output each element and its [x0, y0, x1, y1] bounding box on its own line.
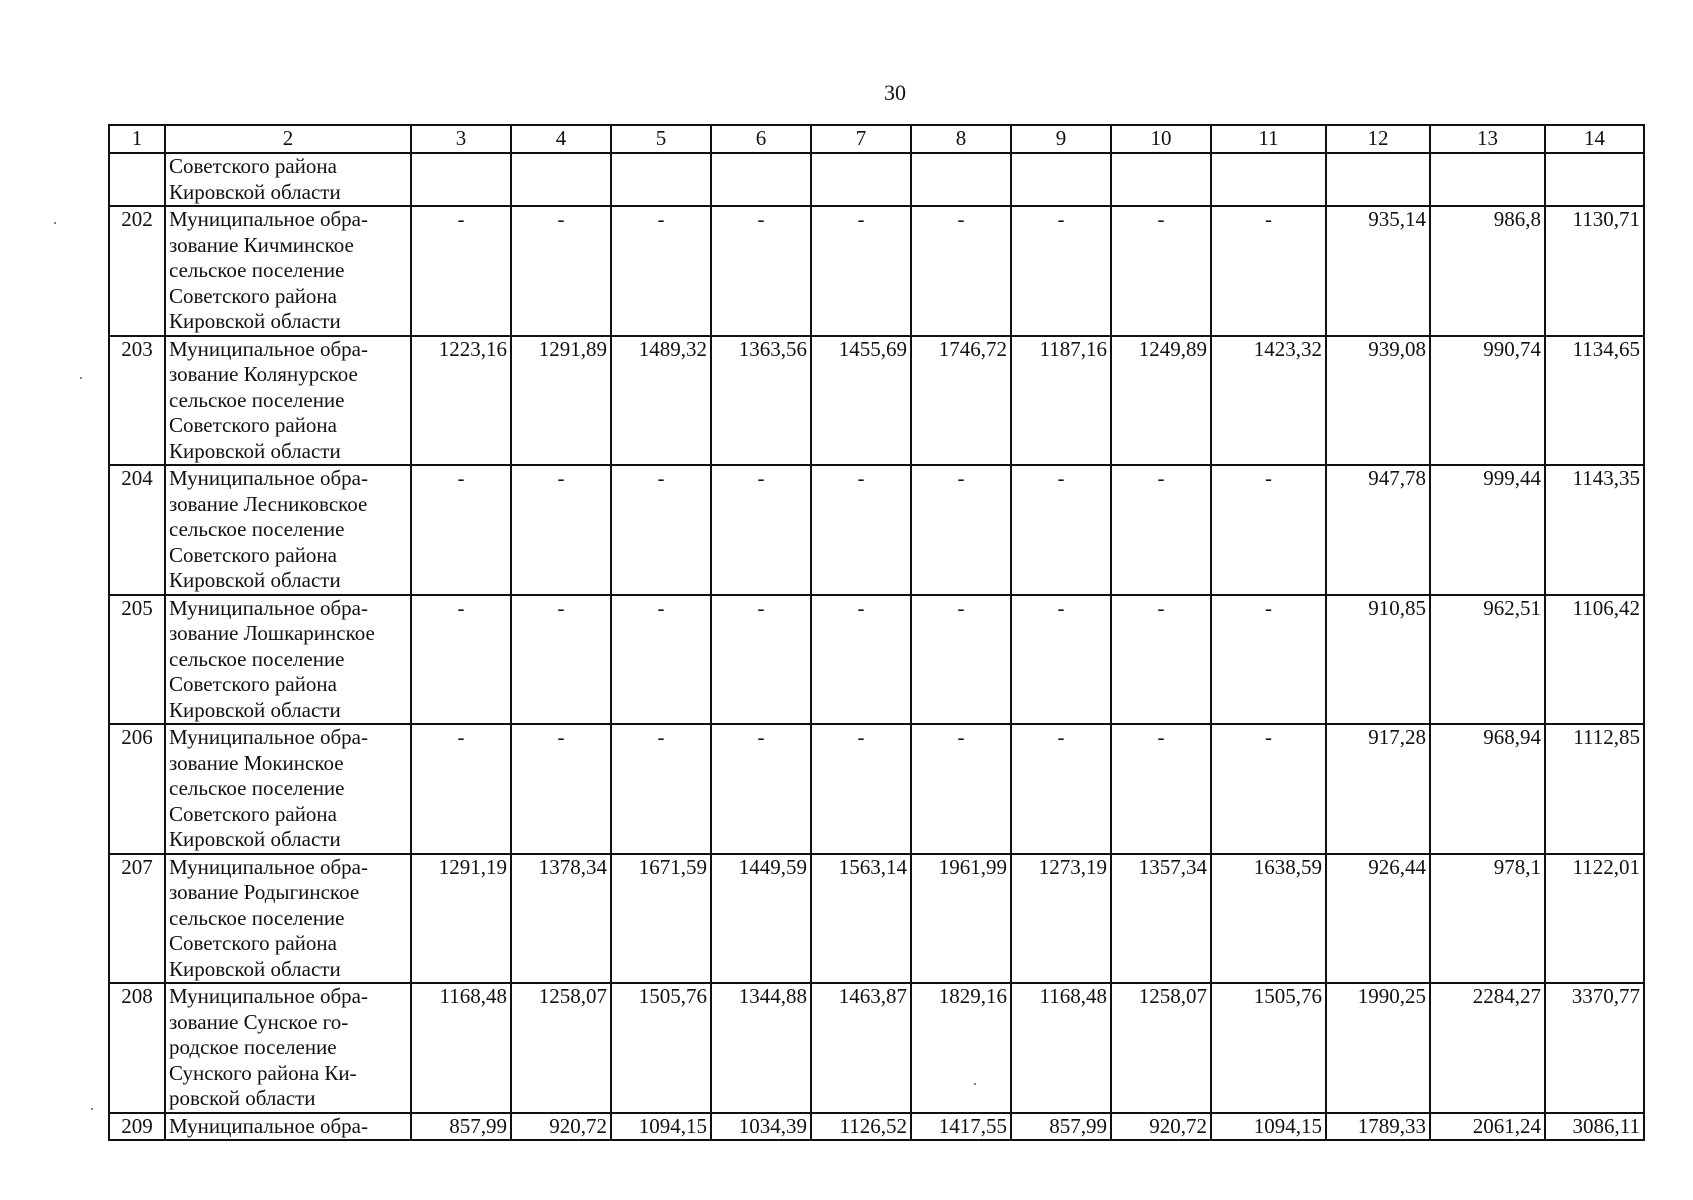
- value-cell: 1363,56: [711, 336, 811, 466]
- row-number-cell: 202: [109, 206, 165, 336]
- header-cell: 10: [1111, 125, 1211, 153]
- value-cell: -: [611, 724, 711, 854]
- table-row: [109, 336, 1644, 466]
- value-cell: 3086,11: [1545, 1113, 1644, 1141]
- value-cell: 962,51: [1430, 595, 1545, 725]
- scan-speck: [54, 222, 56, 224]
- row-number-cell: 205: [109, 595, 165, 725]
- value-cell: 999,44: [1430, 465, 1545, 595]
- empty-cell: [411, 153, 511, 206]
- value-cell: 947,78: [1326, 465, 1430, 595]
- value-cell: -: [711, 724, 811, 854]
- value-cell: 1168,48: [1011, 983, 1111, 1113]
- row-name-cell: Муниципальное обра-зование Мокинское сельское поселение Советского района Кировской области: [165, 724, 411, 854]
- value-cell: 1258,07: [1111, 983, 1211, 1113]
- header-cell: 6: [711, 125, 811, 153]
- value-cell: 1291,19: [411, 854, 511, 984]
- value-cell: 3370,77: [1545, 983, 1644, 1113]
- value-cell: -: [411, 465, 511, 595]
- row-number-cell: [109, 153, 165, 206]
- continuation-row: [109, 153, 1644, 206]
- header-cell: 11: [1211, 125, 1326, 153]
- empty-cell: [1111, 153, 1211, 206]
- value-cell: 1187,16: [1011, 336, 1111, 466]
- empty-cell: [1011, 153, 1111, 206]
- table-row: [109, 724, 1644, 854]
- value-cell: 920,72: [1111, 1113, 1211, 1141]
- value-cell: 2061,24: [1430, 1113, 1545, 1141]
- value-cell: -: [611, 206, 711, 336]
- empty-cell: [911, 153, 1011, 206]
- value-cell: -: [411, 206, 511, 336]
- row-number-cell: 208: [109, 983, 165, 1113]
- value-cell: 857,99: [1011, 1113, 1111, 1141]
- value-cell: 1122,01: [1545, 854, 1644, 984]
- data-table: [108, 124, 1645, 1141]
- value-cell: 1829,16: [911, 983, 1011, 1113]
- value-cell: 1357,34: [1111, 854, 1211, 984]
- value-cell: 1671,59: [611, 854, 711, 984]
- empty-cell: [1211, 153, 1326, 206]
- value-cell: -: [411, 595, 511, 725]
- value-cell: 1638,59: [1211, 854, 1326, 984]
- row-name-cell: Муниципальное обра-зование Лесниковское сельское поселение Советского района Кировской области: [165, 465, 411, 595]
- value-cell: -: [1211, 206, 1326, 336]
- value-cell: 1563,14: [811, 854, 911, 984]
- value-cell: 1423,32: [1211, 336, 1326, 466]
- value-cell: 1449,59: [711, 854, 811, 984]
- value-cell: 1094,15: [611, 1113, 711, 1141]
- scan-speck: [80, 377, 82, 379]
- value-cell: -: [811, 206, 911, 336]
- value-cell: 1990,25: [1326, 983, 1430, 1113]
- header-cell: 7: [811, 125, 911, 153]
- value-cell: 1505,76: [1211, 983, 1326, 1113]
- row-name-cell: Муниципальное обра-: [165, 1113, 411, 1141]
- value-cell: 1126,52: [811, 1113, 911, 1141]
- value-cell: -: [511, 465, 611, 595]
- value-cell: 1489,32: [611, 336, 711, 466]
- header-row: [109, 125, 1644, 153]
- value-cell: -: [911, 206, 1011, 336]
- value-cell: -: [1011, 595, 1111, 725]
- value-cell: -: [411, 724, 511, 854]
- row-name-cell: Муниципальное обра-зование Лошкаринское сельское поселение Советского района Кировской области: [165, 595, 411, 725]
- value-cell: -: [911, 724, 1011, 854]
- value-cell: -: [1011, 465, 1111, 595]
- value-cell: 990,74: [1430, 336, 1545, 466]
- value-cell: 1130,71: [1545, 206, 1644, 336]
- value-cell: 1417,55: [911, 1113, 1011, 1141]
- value-cell: 920,72: [511, 1113, 611, 1141]
- value-cell: -: [511, 595, 611, 725]
- header-cell: 9: [1011, 125, 1111, 153]
- table-row: [109, 465, 1644, 595]
- empty-cell: [611, 153, 711, 206]
- value-cell: 1746,72: [911, 336, 1011, 466]
- value-cell: 1455,69: [811, 336, 911, 466]
- value-cell: 1258,07: [511, 983, 611, 1113]
- header-cell: 12: [1326, 125, 1430, 153]
- value-cell: 1143,35: [1545, 465, 1644, 595]
- empty-cell: [1430, 153, 1545, 206]
- value-cell: -: [511, 724, 611, 854]
- value-cell: -: [511, 206, 611, 336]
- table-row: [109, 854, 1644, 984]
- header-cell: 8: [911, 125, 1011, 153]
- header-cell: 5: [611, 125, 711, 153]
- empty-cell: [1545, 153, 1644, 206]
- row-name-cell: Муниципальное обра-зование Родыгинское сельское поселение Советского района Кировской области: [165, 854, 411, 984]
- value-cell: -: [811, 465, 911, 595]
- header-cell: 2: [165, 125, 411, 153]
- empty-cell: [511, 153, 611, 206]
- value-cell: 1249,89: [1111, 336, 1211, 466]
- row-number-cell: 207: [109, 854, 165, 984]
- row-number-cell: 209: [109, 1113, 165, 1141]
- value-cell: 1112,85: [1545, 724, 1644, 854]
- value-cell: -: [1011, 206, 1111, 336]
- value-cell: -: [911, 465, 1011, 595]
- value-cell: -: [711, 206, 811, 336]
- header-cell: 1: [109, 125, 165, 153]
- value-cell: 1034,39: [711, 1113, 811, 1141]
- value-cell: 986,8: [1430, 206, 1545, 336]
- value-cell: 1463,87: [811, 983, 911, 1113]
- value-cell: 1344,88: [711, 983, 811, 1113]
- row-name-cell: Муниципальное обра-зование Сунское го-родское поселение Сунского района Ки-ровской области: [165, 983, 411, 1113]
- value-cell: 1378,34: [511, 854, 611, 984]
- page-number: 30: [884, 80, 906, 105]
- value-cell: 1505,76: [611, 983, 711, 1113]
- empty-cell: [711, 153, 811, 206]
- value-cell: -: [1111, 595, 1211, 725]
- value-cell: 2284,27: [1430, 983, 1545, 1113]
- value-cell: -: [1211, 724, 1326, 854]
- empty-cell: [1326, 153, 1430, 206]
- row-number-cell: 204: [109, 465, 165, 595]
- value-cell: -: [711, 595, 811, 725]
- header-cell: 14: [1545, 125, 1644, 153]
- table-row: [109, 983, 1644, 1113]
- empty-cell: [811, 153, 911, 206]
- value-cell: -: [911, 595, 1011, 725]
- value-cell: 968,94: [1430, 724, 1545, 854]
- table-row: [109, 595, 1644, 725]
- header-cell: 3: [411, 125, 511, 153]
- value-cell: 1789,33: [1326, 1113, 1430, 1141]
- value-cell: -: [1111, 465, 1211, 595]
- value-cell: -: [1111, 724, 1211, 854]
- row-number-cell: 203: [109, 336, 165, 466]
- value-cell: 926,44: [1326, 854, 1430, 984]
- value-cell: 1291,89: [511, 336, 611, 466]
- row-name-cell: Муниципальное обра-зование Колянурское сельское поселение Советского района Кировской области: [165, 336, 411, 466]
- value-cell: 1134,65: [1545, 336, 1644, 466]
- value-cell: -: [1011, 724, 1111, 854]
- value-cell: -: [1111, 206, 1211, 336]
- value-cell: 1094,15: [1211, 1113, 1326, 1141]
- value-cell: 1223,16: [411, 336, 511, 466]
- value-cell: -: [1211, 465, 1326, 595]
- value-cell: 857,99: [411, 1113, 511, 1141]
- value-cell: -: [811, 724, 911, 854]
- value-cell: 1168,48: [411, 983, 511, 1113]
- value-cell: 1273,19: [1011, 854, 1111, 984]
- row-number-cell: 206: [109, 724, 165, 854]
- header-cell: 13: [1430, 125, 1545, 153]
- header-cell: 4: [511, 125, 611, 153]
- row-name-cell: Муниципальное обра-зование Кичминское сельское поселение Советского района Кировской области: [165, 206, 411, 336]
- value-cell: -: [611, 595, 711, 725]
- value-cell: -: [611, 465, 711, 595]
- value-cell: 1961,99: [911, 854, 1011, 984]
- value-cell: 939,08: [1326, 336, 1430, 466]
- value-cell: -: [1211, 595, 1326, 725]
- value-cell: 1106,42: [1545, 595, 1644, 725]
- scan-speck: [974, 1083, 976, 1085]
- value-cell: 910,85: [1326, 595, 1430, 725]
- scan-speck: [91, 1108, 93, 1110]
- table-row: [109, 1113, 1644, 1141]
- value-cell: 935,14: [1326, 206, 1430, 336]
- value-cell: 917,28: [1326, 724, 1430, 854]
- value-cell: -: [711, 465, 811, 595]
- value-cell: 978,1: [1430, 854, 1545, 984]
- row-name-cell: Советского района Кировской области: [165, 153, 411, 206]
- table-row: [109, 206, 1644, 336]
- value-cell: -: [811, 595, 911, 725]
